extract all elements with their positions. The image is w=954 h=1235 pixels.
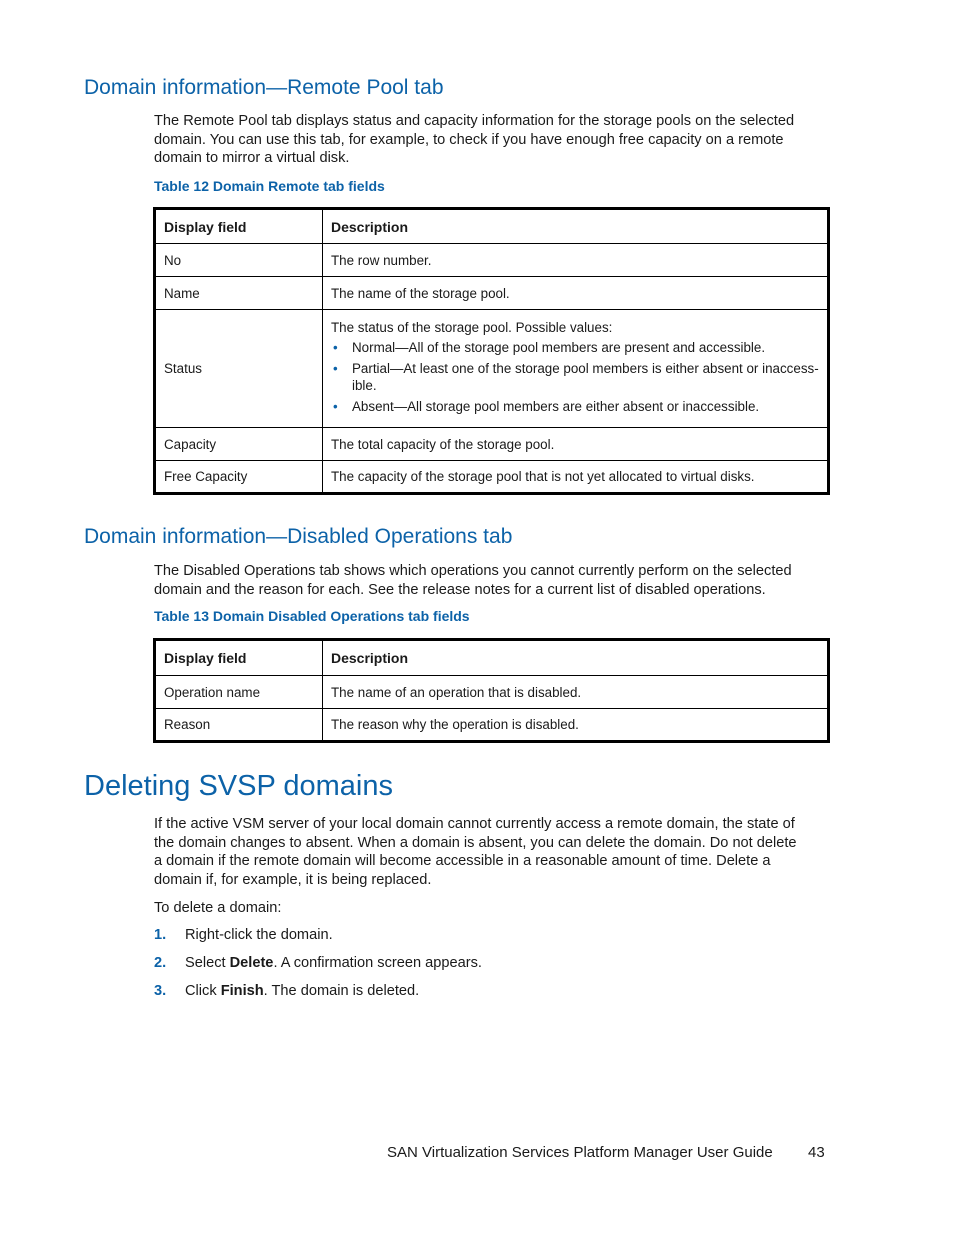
text-line: The Disabled Operations tab shows which operations you cannot currently perform on the selected	[154, 563, 792, 579]
bullet-text: Normal—All of the storage pool members are present and accessible.	[352, 339, 766, 355]
text-line: the domain changes to absent. When a domain is absent, you can delete the domain. Do not delete	[154, 834, 797, 851]
cell-description: The row number.	[323, 244, 829, 277]
column-header-description: Description	[323, 209, 829, 244]
cell-field: Free Capacity	[155, 461, 323, 494]
text-line: If the active VSM server of your local domain cannot currently access a remote domain, the state of	[154, 816, 795, 832]
cell-field: No	[155, 244, 323, 277]
text-line: domain if, for example, it is being replaced.	[154, 872, 432, 889]
table-header-row	[155, 209, 829, 244]
cell-description	[323, 310, 829, 428]
step-text-part: . A confirmation screen appears.	[273, 955, 482, 971]
page-number: 43	[808, 1144, 825, 1161]
deleting-domains-description	[154, 815, 829, 890]
bullet-icon: •	[333, 398, 338, 414]
remote-pool-fields-table	[153, 207, 830, 495]
remote-pool-description	[154, 112, 829, 168]
step-command-finish: Finish	[220, 983, 264, 999]
table-caption-12: Table 12 Domain Remote tab fields	[154, 178, 385, 194]
step-text-part: Click	[185, 983, 221, 999]
text-line: domain. You can use this tab, for example, to check if you have enough free capacity on a remote	[154, 131, 784, 148]
disabled-operations-description	[154, 562, 829, 599]
step-number: 2.	[154, 955, 167, 971]
list-item	[331, 398, 821, 415]
bullet-icon: •	[333, 360, 338, 376]
page-title-deleting-svsp-domains: Deleting SVSP domains	[84, 770, 393, 802]
disabled-operations-fields-table	[153, 638, 830, 743]
section-heading-remote-pool: Domain information—Remote Pool tab	[84, 76, 444, 99]
section-heading-disabled-operations: Domain information—Disabled Operations tab	[84, 525, 513, 548]
table-row	[155, 244, 829, 277]
table-row	[155, 428, 829, 461]
bullet-text: Absent—All storage pool members are either absent or inaccessible.	[352, 398, 760, 414]
step-text-part: Select	[185, 955, 230, 971]
step-text	[185, 927, 333, 943]
column-header-description: Description	[323, 640, 829, 676]
cell-description: The capacity of the storage pool that is not yet allocated to virtual disks.	[323, 461, 829, 494]
footer-guide-title: SAN Virtualization Services Platform Manager User Guide	[387, 1144, 773, 1161]
cell-description: The total capacity of the storage pool.	[323, 428, 829, 461]
step-number: 1.	[154, 927, 167, 943]
step-command-delete: Delete	[229, 955, 274, 971]
cell-field: Capacity	[155, 428, 323, 461]
table-caption-13: Table 13 Domain Disabled Operations tab fields	[154, 608, 470, 624]
cell-description: The name of the storage pool.	[323, 277, 829, 310]
bullet-text: Partial—At least one of the storage pool members is either absent or inaccess-ible.	[352, 360, 819, 393]
cell-description: The name of an operation that is disabled.	[323, 676, 829, 709]
text-line: domain and the reason for each. See the release notes for a current list of disabled operations.	[154, 581, 766, 598]
table-row	[155, 277, 829, 310]
text-line: The Remote Pool tab displays status and capacity information for the storage pools on the selected	[154, 113, 795, 129]
cell-field: Reason	[155, 709, 323, 742]
text-line: domain to mirror a virtual disk.	[154, 150, 350, 167]
text-line: a domain if the remote domain will become accessible in a reasonable amount of time. Delete a	[154, 853, 771, 870]
status-values-list	[331, 339, 821, 415]
step-number: 3.	[154, 983, 167, 999]
cell-field: Operation name	[155, 676, 323, 709]
step-text-part: Right-click the domain.	[185, 927, 333, 943]
table-row	[155, 461, 829, 494]
table-row	[155, 709, 829, 742]
step-text	[185, 955, 482, 971]
status-intro: The status of the storage pool. Possible values:	[331, 319, 613, 335]
bullet-icon: •	[333, 339, 338, 355]
procedure-intro: To delete a domain:	[154, 900, 282, 916]
step-text	[185, 983, 419, 999]
step-text-part: . The domain is deleted.	[263, 983, 420, 999]
list-item	[331, 360, 821, 394]
cell-field: Status	[155, 310, 323, 428]
table-row	[155, 310, 829, 428]
table-row	[155, 676, 829, 709]
column-header-display-field: Display field	[155, 640, 323, 676]
column-header-display-field: Display field	[155, 209, 323, 244]
cell-description: The reason why the operation is disabled.	[323, 709, 829, 742]
list-item	[331, 339, 821, 356]
cell-field: Name	[155, 277, 323, 310]
table-header-row	[155, 640, 829, 676]
